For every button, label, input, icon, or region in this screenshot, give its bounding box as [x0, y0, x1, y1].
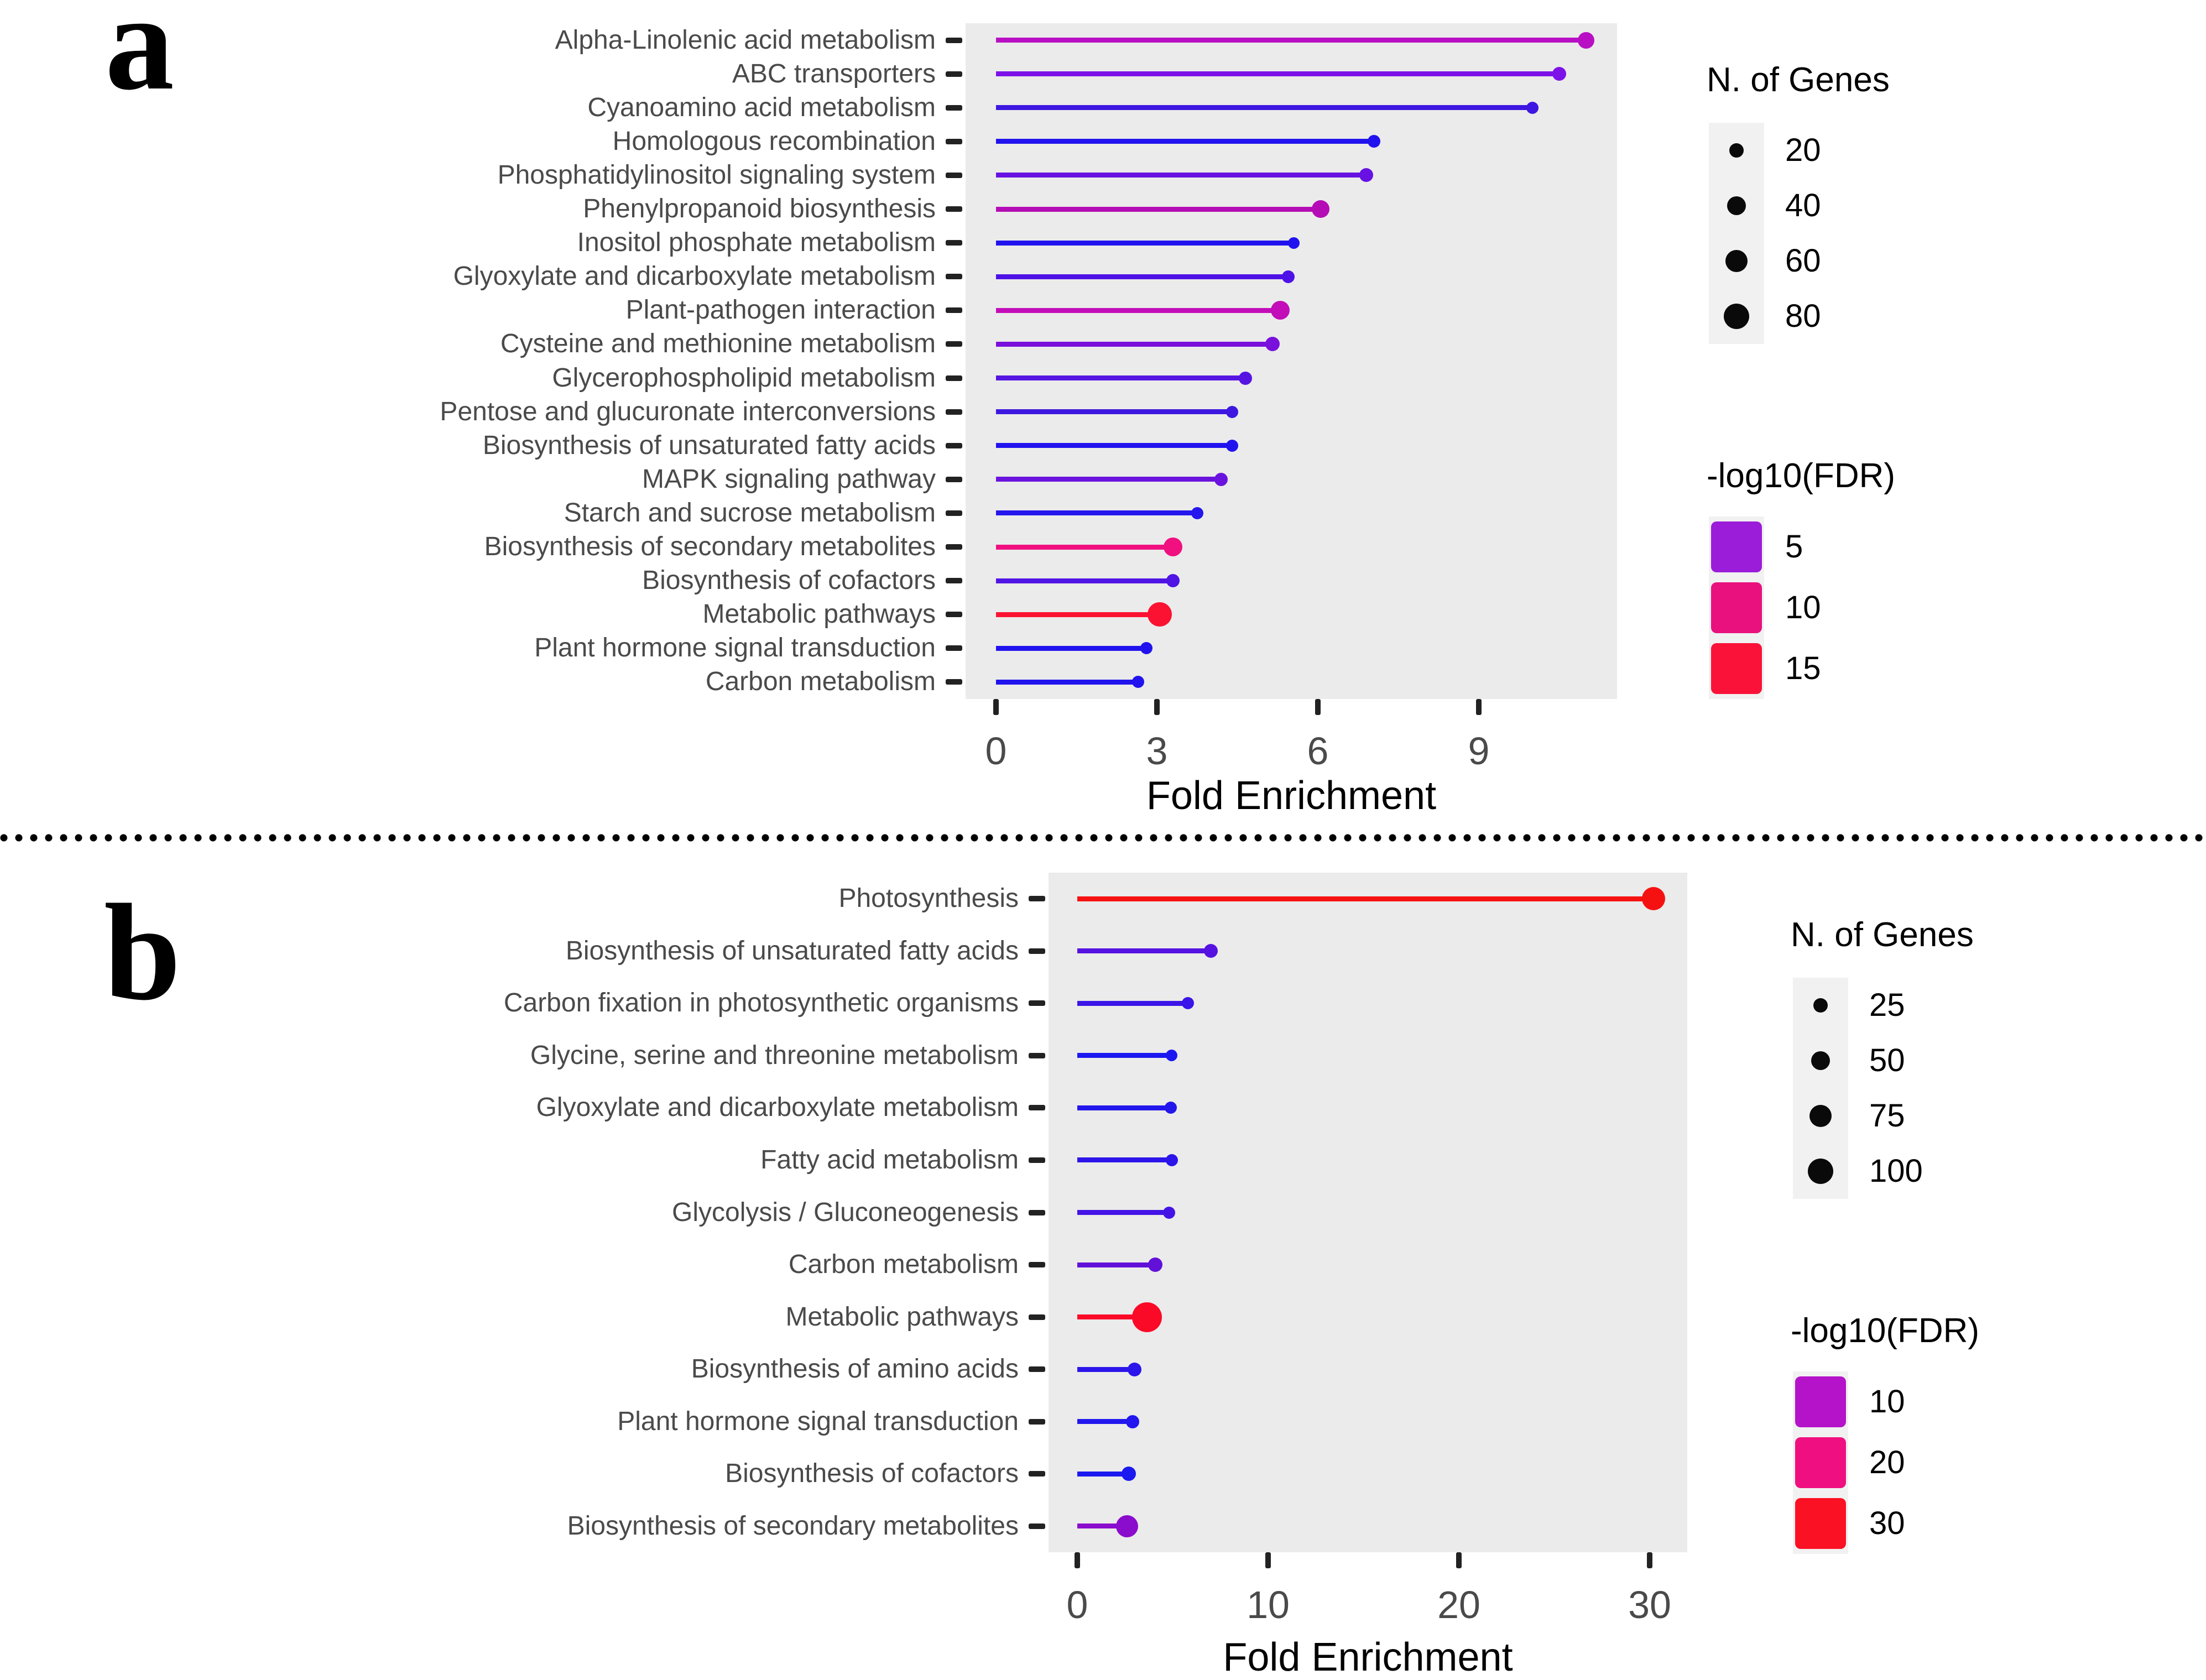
- lollipop-dot: [1116, 1515, 1138, 1537]
- y-axis-tick: [946, 679, 962, 685]
- category-label: Cysteine and methionine metabolism: [500, 329, 936, 359]
- y-axis-tick: [946, 544, 962, 550]
- legend-genes-dot: [1724, 304, 1749, 329]
- lollipop-stem: [996, 342, 1273, 347]
- legend-genes-label: 40: [1785, 187, 1821, 223]
- lollipop-stem: [1077, 1262, 1155, 1267]
- lollipop-stem: [996, 375, 1245, 380]
- y-axis-tick: [946, 443, 962, 448]
- x-axis-tick-label: 3: [1146, 729, 1168, 773]
- category-label: Glyoxylate and dicarboxylate metabolism: [536, 1093, 1019, 1123]
- category-label: Cyanoamino acid metabolism: [587, 92, 936, 122]
- category-label: Alpha-Linolenic acid metabolism: [555, 25, 936, 55]
- x-axis-tick: [993, 699, 999, 715]
- x-axis-tick: [1456, 1552, 1462, 1568]
- y-axis-tick: [946, 71, 962, 77]
- category-label: Metabolic pathways: [785, 1302, 1019, 1332]
- lollipop-stem: [1077, 948, 1211, 953]
- lollipop-stem: [996, 545, 1173, 550]
- lollipop-dot: [1226, 406, 1238, 418]
- legend-fdr-label: 15: [1785, 650, 1821, 686]
- category-label: Glycerophospholipid metabolism: [552, 363, 936, 393]
- lollipop-stem: [1077, 1157, 1172, 1162]
- lollipop-dot: [1288, 237, 1300, 249]
- x-axis-tick: [1476, 699, 1482, 715]
- y-axis-tick: [946, 240, 962, 246]
- legend-genes-dot: [1727, 196, 1746, 215]
- y-axis-tick: [1029, 1262, 1045, 1267]
- lollipop-stem: [1077, 1105, 1171, 1110]
- lollipop-dot: [1166, 1154, 1178, 1166]
- x-axis-tick-label: 30: [1628, 1583, 1671, 1626]
- legend-genes-label: 100: [1869, 1153, 1923, 1189]
- category-label: Inositol phosphate metabolism: [577, 228, 936, 258]
- category-label: Phosphatidylinositol signaling system: [497, 160, 936, 190]
- lollipop-stem: [996, 409, 1232, 414]
- lollipop-stem: [996, 510, 1197, 515]
- y-axis-tick: [946, 375, 962, 381]
- y-axis-tick: [1029, 1157, 1045, 1163]
- y-axis-tick: [946, 341, 962, 347]
- category-label: Fatty acid metabolism: [760, 1145, 1019, 1175]
- lollipop-stem: [1077, 1210, 1169, 1215]
- legend-genes-title: N. of Genes: [1707, 61, 1890, 99]
- lollipop-stem: [1077, 896, 1654, 901]
- x-axis-tick: [1154, 699, 1160, 715]
- x-axis-title: Fold Enrichment: [1146, 774, 1437, 818]
- legend-genes-dot: [1729, 143, 1744, 158]
- x-axis-tick-label: 6: [1307, 729, 1329, 773]
- y-axis-tick: [946, 510, 962, 516]
- x-axis-tick: [1647, 1552, 1652, 1568]
- legend-genes-label: 25: [1869, 987, 1905, 1023]
- y-axis-tick: [1029, 1210, 1045, 1215]
- lollipop-dot: [1164, 538, 1182, 556]
- y-axis-tick: [946, 612, 962, 617]
- legend-genes-dot: [1811, 1051, 1830, 1070]
- plot-area-background: [966, 23, 1617, 699]
- x-axis-tick: [1075, 1552, 1080, 1568]
- category-label: Biosynthesis of secondary metabolites: [484, 532, 936, 562]
- category-label: Biosynthesis of cofactors: [642, 566, 936, 596]
- legend-genes-label: 75: [1869, 1098, 1905, 1134]
- x-axis-tick: [1315, 699, 1321, 715]
- lollipop-stem: [996, 578, 1173, 583]
- legend-genes-dot: [1808, 1159, 1833, 1184]
- legend-fdr-color-key: [1711, 521, 1762, 572]
- y-axis-tick: [946, 274, 962, 279]
- lollipop-dot: [1140, 642, 1152, 654]
- x-axis-title: Fold Enrichment: [1223, 1635, 1513, 1679]
- lollipop-stem: [1077, 1419, 1133, 1424]
- category-label: Glycolysis / Gluconeogenesis: [672, 1197, 1019, 1227]
- lollipop-dot: [1163, 1207, 1175, 1219]
- legend-genes-label: 20: [1785, 132, 1821, 168]
- y-axis-tick: [1029, 1000, 1045, 1006]
- lollipop-stem: [996, 680, 1138, 685]
- lollipop-dot: [1642, 887, 1665, 910]
- category-label: Pentose and glucuronate interconversions: [440, 396, 936, 426]
- lollipop-stem: [996, 308, 1280, 313]
- category-label: Starch and sucrose metabolism: [564, 498, 936, 528]
- category-label: Biosynthesis of cofactors: [725, 1459, 1019, 1489]
- lollipop-dot: [1132, 1302, 1162, 1332]
- legend-fdr-title: -log10(FDR): [1791, 1312, 1980, 1350]
- legend-genes-label: 80: [1785, 298, 1821, 334]
- category-label: ABC transporters: [732, 59, 936, 88]
- y-axis-tick: [946, 645, 962, 651]
- panel-a-letter: a: [105, 0, 174, 119]
- lollipop-stem: [996, 646, 1146, 651]
- x-axis-tick-label: 0: [985, 729, 1007, 773]
- legend-fdr-label: 10: [1785, 589, 1821, 625]
- category-label: Carbon metabolism: [705, 667, 936, 697]
- lollipop-stem: [1077, 1367, 1135, 1372]
- y-axis-tick: [1029, 1105, 1045, 1110]
- y-axis-tick: [946, 578, 962, 583]
- legend-fdr-color-key: [1711, 643, 1762, 694]
- lollipop-stem: [996, 241, 1294, 246]
- lollipop-stem: [1077, 1053, 1172, 1058]
- x-axis-tick: [1265, 1552, 1271, 1568]
- lollipop-dot: [1239, 372, 1252, 385]
- category-label: Plant hormone signal transduction: [617, 1406, 1019, 1436]
- y-axis-tick: [1029, 1419, 1045, 1425]
- y-axis-tick: [946, 105, 962, 111]
- category-label: MAPK signaling pathway: [642, 464, 936, 494]
- y-axis-tick: [1029, 1471, 1045, 1476]
- lollipop-stem: [996, 477, 1221, 482]
- lollipop-stem: [996, 173, 1366, 178]
- category-label: Plant-pathogen interaction: [625, 295, 936, 325]
- category-label: Biosynthesis of secondary metabolites: [567, 1511, 1019, 1541]
- legend-fdr-color-key: [1711, 582, 1762, 633]
- lollipop-dot: [1226, 440, 1238, 452]
- category-label: Plant hormone signal transduction: [534, 633, 936, 663]
- category-label: Metabolic pathways: [702, 599, 936, 629]
- category-label: Biosynthesis of unsaturated fatty acids: [565, 936, 1019, 966]
- lollipop-stem: [996, 612, 1160, 617]
- lollipop-stem: [996, 274, 1289, 279]
- y-axis-tick: [946, 477, 962, 482]
- y-axis-tick: [946, 206, 962, 212]
- legend-genes-dot: [1813, 998, 1828, 1013]
- category-label: Homologous recombination: [612, 126, 936, 156]
- category-label: Carbon metabolism: [788, 1250, 1019, 1280]
- x-axis-tick-label: 9: [1468, 729, 1490, 773]
- legend-fdr-color-key: [1795, 1437, 1846, 1488]
- dotted-divider-line: [0, 834, 2206, 842]
- lollipop-stem: [996, 38, 1586, 43]
- lollipop-stem: [996, 105, 1532, 110]
- category-label: Biosynthesis of amino acids: [691, 1354, 1019, 1384]
- lollipop-dot: [1128, 1363, 1141, 1376]
- category-label: Biosynthesis of unsaturated fatty acids: [482, 430, 936, 460]
- lollipop-stem: [996, 443, 1232, 448]
- legend-genes-label: 60: [1785, 243, 1821, 279]
- y-axis-tick: [1029, 1053, 1045, 1058]
- legend-fdr-label: 30: [1869, 1505, 1905, 1541]
- category-label: Photosynthesis: [838, 884, 1019, 914]
- category-label: Glyoxylate and dicarboxylate metabolism: [453, 262, 936, 291]
- y-axis-tick: [1029, 1524, 1045, 1529]
- lollipop-dot: [1191, 507, 1203, 519]
- legend-genes-dot: [1809, 1105, 1832, 1127]
- legend-genes-title: N. of Genes: [1791, 916, 1974, 954]
- lollipop-dot: [1126, 1415, 1139, 1428]
- lollipop-dot: [1552, 67, 1566, 81]
- lollipop-stem: [996, 139, 1374, 144]
- legend-fdr-label: 10: [1869, 1384, 1905, 1420]
- lollipop-dot: [1526, 102, 1539, 114]
- legend-fdr-label: 20: [1869, 1444, 1905, 1480]
- lollipop-dot: [1282, 270, 1295, 283]
- lollipop-dot: [1312, 200, 1329, 218]
- x-axis-tick-label: 10: [1247, 1583, 1290, 1626]
- x-axis-tick-label: 0: [1066, 1583, 1088, 1626]
- x-axis-tick-label: 20: [1437, 1583, 1480, 1626]
- legend-fdr-label: 5: [1785, 529, 1803, 565]
- y-axis-tick: [946, 38, 962, 43]
- y-axis-tick: [1029, 896, 1045, 901]
- y-axis-tick: [1029, 1366, 1045, 1372]
- panel-b-letter: b: [104, 876, 181, 1029]
- lollipop-stem: [1077, 1001, 1188, 1006]
- legend-genes-label: 50: [1869, 1042, 1905, 1078]
- y-axis-tick: [946, 173, 962, 178]
- y-axis-tick: [1029, 1314, 1045, 1320]
- lollipop-dot: [1265, 337, 1280, 351]
- legend-fdr-color-key: [1795, 1498, 1846, 1549]
- category-label: Carbon fixation in photosynthetic organisms: [503, 988, 1019, 1018]
- lollipop-stem: [996, 207, 1321, 212]
- y-axis-tick: [1029, 948, 1045, 954]
- lollipop-dot: [1148, 602, 1172, 627]
- lollipop-dot: [1578, 32, 1594, 49]
- y-axis-tick: [946, 307, 962, 313]
- legend-genes-dot: [1725, 250, 1748, 272]
- legend-fdr-color-key: [1795, 1376, 1846, 1427]
- y-axis-tick: [946, 409, 962, 415]
- category-label: Glycine, serine and threonine metabolism: [530, 1040, 1019, 1070]
- y-axis-tick: [946, 139, 962, 144]
- lollipop-stem: [996, 71, 1560, 76]
- legend-fdr-title: -log10(FDR): [1707, 457, 1896, 495]
- category-label: Phenylpropanoid biosynthesis: [583, 194, 936, 224]
